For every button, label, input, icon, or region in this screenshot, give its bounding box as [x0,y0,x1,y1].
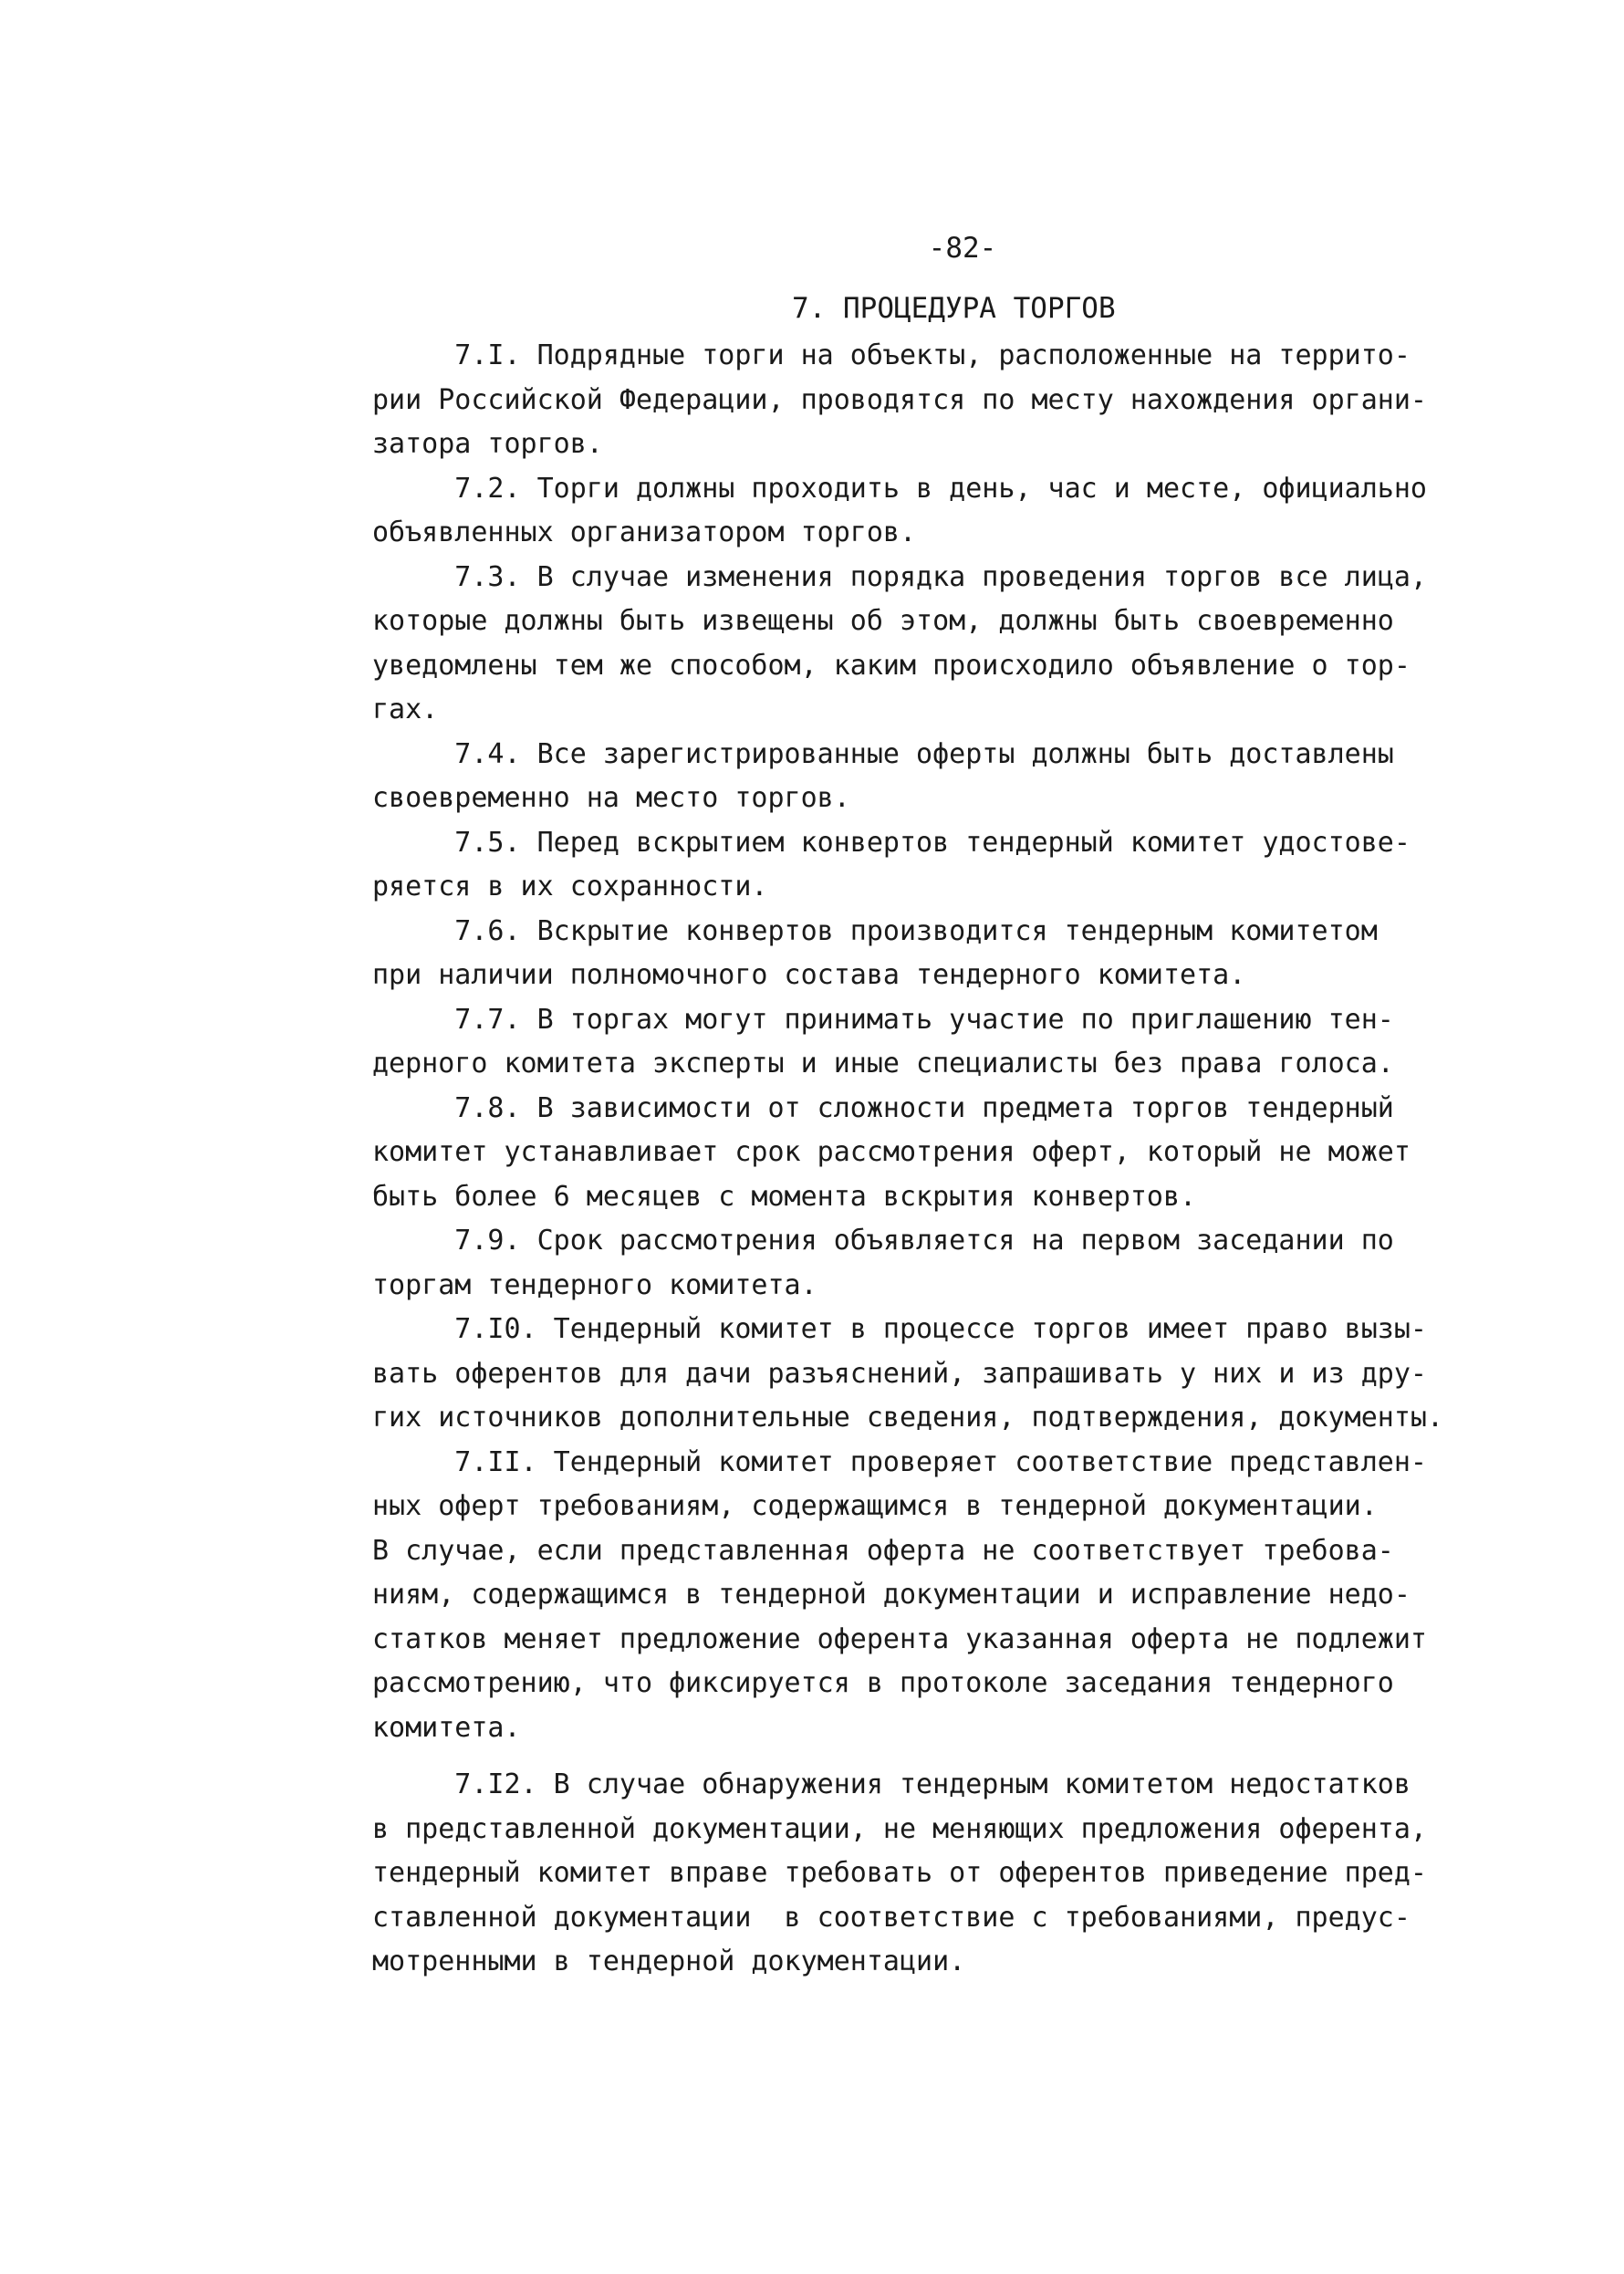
paragraph-line: в представленной документации, не меняющих предложения оферента, [372,1812,1427,1845]
body-text [372,334,1577,1985]
paragraph-line: ниям, содержащимся в тендерной документации и исправление недо- [372,1579,1411,1611]
paragraph-line: статков меняет предложение оферента указанная оферта не подлежит [372,1622,1427,1655]
paragraph-line: 7.8. В зависимости от сложности предмета торгов тендерный [372,1091,1394,1124]
paragraph-line: 7.4. Все зарегистрированные оферты должны быть доставлены [372,737,1394,770]
paragraph-line: при наличии полномочного состава тендерного комитета. [372,959,1246,991]
paragraph-line: уведомлены тем же способом, каким происходило объявление о тор- [372,649,1411,682]
paragraph-line: ставленной документации в соответствие с требованиями, предус- [372,1901,1411,1934]
paragraph-line: 7.6. Вскрытие конвертов производится тендерным комитетом [372,914,1378,947]
paragraph-line: рассмотрению, что фиксируется в протоколе заседания тендерного [372,1667,1394,1699]
paragraph [372,1087,1577,1220]
paragraph-line: торгам тендерного комитета. [372,1268,817,1301]
paragraph-line: затора торгов. [372,428,603,460]
paragraph-line: дерного комитета эксперты и иные специалисты без права голоса. [372,1048,1394,1080]
paragraph-line: своевременно на место торгов. [372,782,850,814]
paragraph [372,1308,1577,1441]
section-title: 7. ПРОЦЕДУРА ТОРГОВ [792,292,1116,325]
paragraph [372,467,1577,556]
paragraph [372,556,1577,733]
paragraph-line: мотренными в тендерной документации. [372,1945,966,1977]
paragraph [372,1219,1577,1308]
paragraph-line: 7.2. Торги должны проходить в день, час и месте, официально [372,472,1427,505]
paragraph-line: быть более 6 месяцев с момента вскрытия конвертов. [372,1180,1197,1213]
paragraph-line: ных оферт требованиям, содержащимся в тендерной документации. [372,1490,1378,1522]
paragraph-line: В случае, если представленная оферта не соответствует требова- [372,1534,1394,1567]
paragraph-line: 7.7. В торгах могут принимать участие по приглашению тен- [372,1003,1394,1036]
paragraph-line: гах. [372,694,439,725]
paragraph-line: гих источников дополнительные сведения, подтверждения, документы. [372,1402,1443,1434]
paragraph-line: тендерный комитет вправе требовать от оферентов приведение пред- [372,1857,1427,1889]
paragraph [372,998,1577,1087]
paragraph-line: 7.I. Подрядные торги на объекты, расположенные на террито- [372,339,1411,371]
paragraph-line: 7.I0. Тендерный комитет в процессе торгов имеет право вызы- [372,1313,1427,1345]
paragraph-line: 7.9. Срок рассмотрения объявляется на первом заседании по [372,1225,1394,1257]
paragraph [372,910,1577,998]
paragraph-line: 7.II. Тендерный комитет проверяет соответствие представлен- [372,1445,1427,1478]
paragraph [372,1441,1577,1751]
paragraph-line: рии Российской Федерации, проводятся по месту нахождения органи- [372,383,1427,416]
page-number: -82- [928,232,997,265]
paragraph [372,1763,1577,1985]
paragraph-line: 7.3. В случае изменения порядка проведения торгов все лица, [372,560,1427,593]
paragraph-line: вать оферентов для дачи разъяснений, запрашивать у них и из дру- [372,1357,1427,1390]
paragraph [372,733,1577,821]
paragraph [372,334,1577,467]
paragraph-line: которые должны быть извещены об этом, должны быть своевременно [372,605,1394,637]
paragraph [372,821,1577,910]
paragraph-line: объявленных организатором торгов. [372,516,917,548]
paragraph-line: 7.I2. В случае обнаружения тендерным комитетом недостатков [372,1768,1411,1800]
paragraph-gap [372,1750,1577,1763]
paragraph-line: комитета. [372,1711,521,1744]
paragraph-line: ряется в их сохранности. [372,871,768,902]
paragraph-line: комитет устанавливает срок рассмотрения оферт, который не может [372,1136,1411,1168]
paragraph-line: 7.5. Перед вскрытием конвертов тендерный комитет удостове- [372,826,1411,859]
